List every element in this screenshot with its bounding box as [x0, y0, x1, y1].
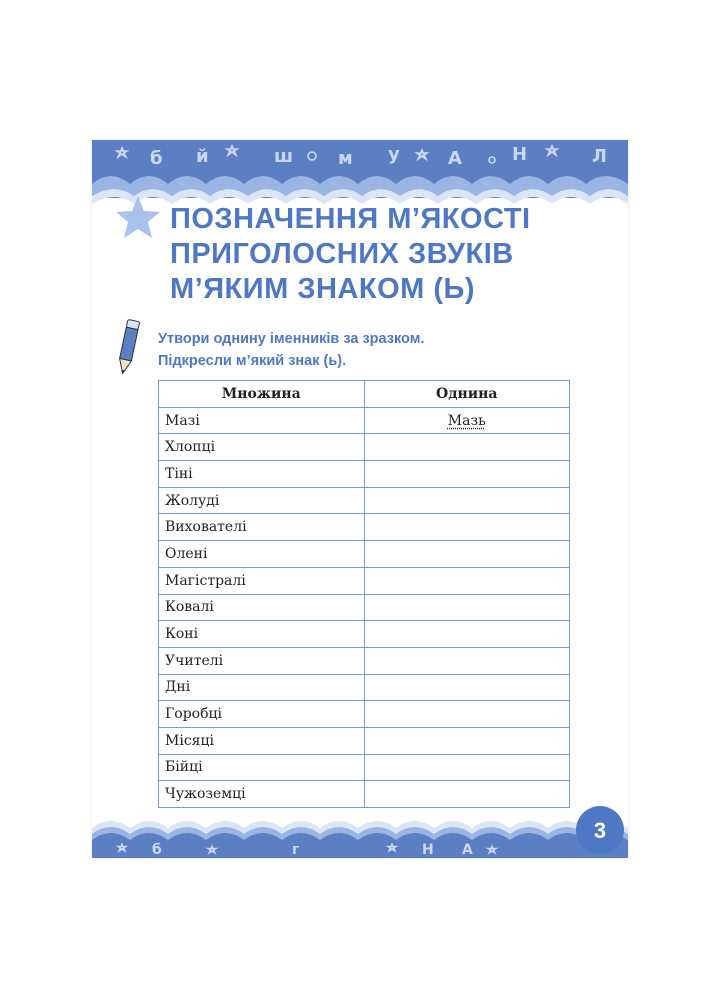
plural-cell: Мазі	[159, 407, 365, 434]
plural-cell: Олені	[159, 541, 365, 568]
plural-cell: Ковалі	[159, 594, 365, 621]
plural-cell: Чужоземці	[159, 781, 365, 808]
singular-answer-cell[interactable]	[364, 461, 570, 488]
singular-answer-cell[interactable]	[364, 514, 570, 541]
singular-answer-cell[interactable]	[364, 434, 570, 461]
table-row	[159, 647, 570, 674]
svg-text:г: г	[292, 842, 300, 858]
page-number-badge	[576, 806, 628, 858]
table-row	[159, 567, 570, 594]
top-band-letters-decoration	[92, 140, 628, 180]
plural-cell: Тіні	[159, 461, 365, 488]
title-line-2: ПРИГОЛОСНИХ ЗВУКІВ	[170, 238, 514, 270]
task-instruction	[158, 328, 424, 372]
singular-answer-cell[interactable]	[364, 621, 570, 648]
table-row	[159, 407, 570, 434]
workbook-page	[92, 140, 628, 858]
singular-answer-cell[interactable]	[364, 781, 570, 808]
plural-cell: Горобці	[159, 701, 365, 728]
singular-answer-cell[interactable]	[364, 754, 570, 781]
title-line-1: ПОЗНАЧЕННЯ М’ЯКОСТІ	[170, 203, 531, 235]
table-row	[159, 461, 570, 488]
table-row	[159, 514, 570, 541]
singular-answer-cell[interactable]	[364, 647, 570, 674]
table-row	[159, 754, 570, 781]
svg-text:б: б	[150, 148, 163, 169]
singular-answer-cell[interactable]	[364, 487, 570, 514]
star-icon	[114, 194, 162, 240]
svg-text:А: А	[448, 148, 462, 169]
table-row	[159, 701, 570, 728]
singular-answer-cell[interactable]	[364, 674, 570, 701]
column-header-singular: Однина	[364, 381, 570, 408]
singular-answer-cell[interactable]	[364, 594, 570, 621]
singular-answer-cell[interactable]	[364, 727, 570, 754]
plural-cell: Жолуді	[159, 487, 365, 514]
plural-cell: Магістралі	[159, 567, 365, 594]
svg-text:Н: Н	[422, 842, 434, 858]
singular-plural-table	[158, 380, 570, 808]
plural-cell: Бійці	[159, 754, 365, 781]
plural-cell: Коні	[159, 621, 365, 648]
table-row	[159, 487, 570, 514]
bottom-scallop-border	[92, 814, 628, 858]
instruction-line-1: Утвори однину іменників за зразком.	[158, 331, 425, 347]
singular-answer-cell[interactable]	[364, 567, 570, 594]
svg-text:А: А	[462, 842, 473, 858]
singular-answer-cell[interactable]	[364, 541, 570, 568]
plural-cell: Учителі	[159, 647, 365, 674]
svg-text:м: м	[338, 148, 353, 169]
table-row	[159, 674, 570, 701]
singular-cell-example	[364, 407, 570, 434]
plural-cell: Хлопці	[159, 434, 365, 461]
plural-cell: Дні	[159, 674, 365, 701]
table-row	[159, 621, 570, 648]
example-answer: Мазь	[447, 412, 486, 429]
table-header-row	[159, 381, 570, 408]
table-row	[159, 781, 570, 808]
plural-cell: Вихователі	[159, 514, 365, 541]
page-title	[170, 202, 610, 307]
page-number: 3	[593, 818, 607, 843]
table-row	[159, 727, 570, 754]
singular-answer-cell[interactable]	[364, 701, 570, 728]
plural-cell: Місяці	[159, 727, 365, 754]
svg-text:й: й	[196, 146, 209, 167]
table-row	[159, 541, 570, 568]
title-line-3: М’ЯКИМ ЗНАКОМ (Ь)	[170, 273, 475, 305]
svg-text:у: у	[388, 144, 400, 165]
column-header-plural: Множина	[159, 381, 365, 408]
svg-text:Н: Н	[512, 144, 528, 165]
svg-text:б: б	[152, 842, 162, 858]
table-row	[159, 594, 570, 621]
table-row	[159, 434, 570, 461]
instruction-line-2: Підкресли м’який знак (ь).	[158, 353, 347, 369]
svg-text:ш: ш	[274, 146, 294, 167]
svg-text:Л: Л	[592, 146, 607, 167]
pencil-icon	[113, 318, 143, 378]
